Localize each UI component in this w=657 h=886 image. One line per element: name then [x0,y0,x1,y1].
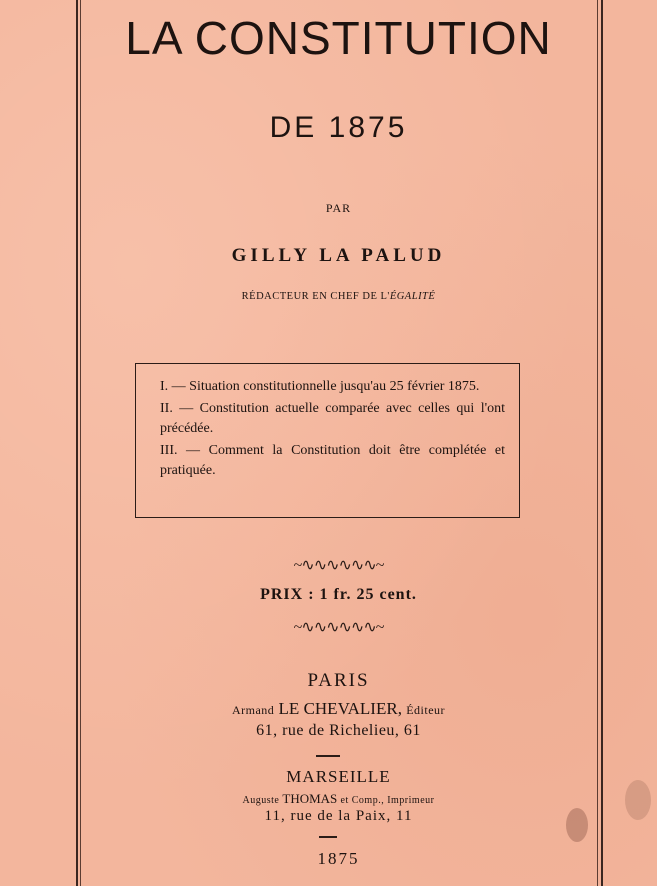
author-name: GILLY LA PALUD [231,245,446,266]
contents-item-3: III. — Comment la Constitution doit être complétée et pratiquée. [160,443,505,478]
price-line: PRIX : 1 fr. 25 cent. [260,586,417,603]
printer-city: MARSEILLE [286,767,391,786]
publisher-role: Éditeur [406,703,446,717]
publisher-address: 61, rue de Richelieu, 61 [256,722,421,739]
right-border-inner-rule [597,0,598,886]
publisher-last-name: LE CHEVALIER, [278,699,402,718]
publication-year: 1875 [317,849,360,868]
book-subtitle: DE 1875 [269,111,408,144]
wave-ornament-top: ~∿∿∿∿∿∿~ [293,557,384,574]
contents-item-1: I. — Situation constitutionnelle jusqu'au 25 février 1875. [160,379,480,394]
book-title: LA CONSTITUTION [125,12,552,64]
printer-role: et Comp., Imprimeur [340,795,435,806]
contents-item-2: II. — Constitution actuelle comparée avec celles qui l'ont précédée. [160,401,505,436]
publisher-line [80,697,597,722]
right-border-rule [601,0,603,886]
wave-ornament-bottom: ~∿∿∿∿∿∿~ [293,619,384,636]
table-of-contents-box [135,363,520,518]
printer-address: 11, rue de la Paix, 11 [264,808,413,824]
by-label: PAR [325,201,352,215]
publisher-city: PARIS [307,670,370,691]
paper-stain [566,808,588,842]
left-border-rule [76,0,78,886]
imprint-divider [316,755,340,757]
paper-stain [625,780,651,820]
author-role-prefix: RÉDACTEUR EN CHEF DE L' [241,291,390,302]
publisher-first-name: Armand [231,703,275,717]
year-divider [319,836,337,838]
printer-last-name: THOMAS [282,791,338,806]
author-role [80,290,597,304]
newspaper-name: ÉGALITÉ [389,291,436,302]
printer-first-name: Auguste [242,795,280,806]
